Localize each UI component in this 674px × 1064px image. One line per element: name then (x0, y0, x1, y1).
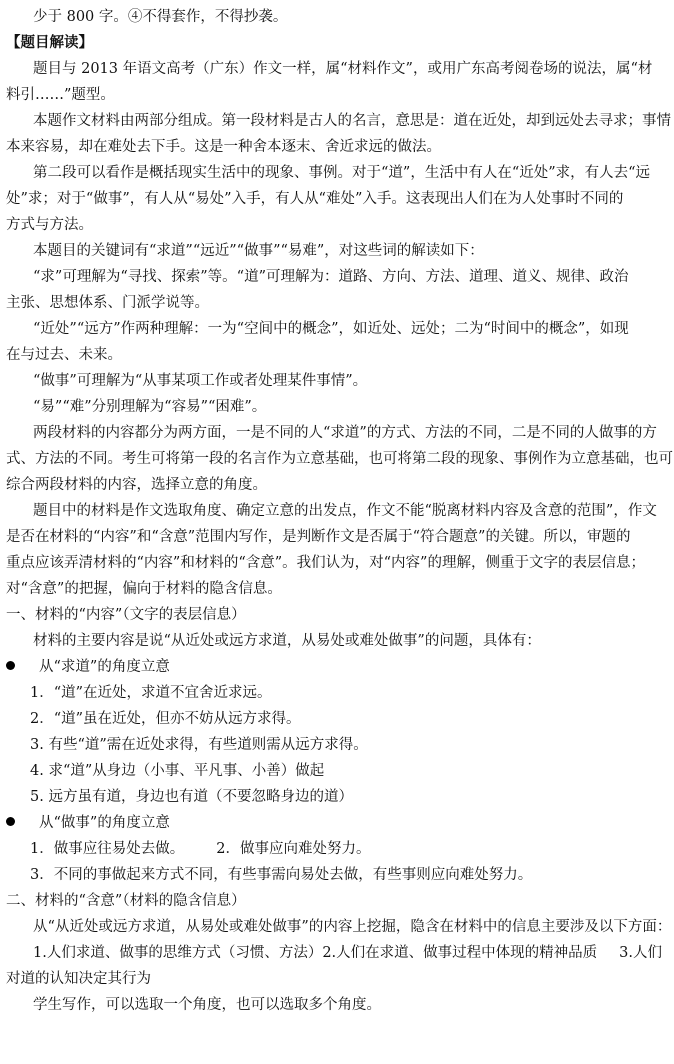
text-line (0, 940, 674, 966)
text-line: 对“含意”的把握，偏向于材料的隐含信息。 (6, 581, 282, 597)
text-line: 从“从近处或远方求道，从易处或难处做事”的内容上挖掘，隐含在材料中的信息主要涉及以下方面： (33, 919, 672, 935)
text-line: 对道的认知决定其行为 (6, 971, 151, 987)
text-line: 两段材料的内容都分为两方面，一是不同的人“求道”的方式、方法的不同，二是不同的人做事的方 (33, 425, 657, 441)
bullet-icon (6, 817, 15, 826)
bullet-item (0, 654, 674, 680)
text-line: 主张、思想体系、门派学说等。 (6, 295, 209, 311)
text-line: 学生写作，可以选取一个角度，也可以选取多个角度。 (33, 997, 381, 1013)
text-line: 本题作文材料由两部分组成。第一段材料是古人的名言，意思是：道在近处，却到远处去寻求；事情 (33, 113, 671, 129)
text-line: 重点应该弄清材料的“内容”和材料的“含意”。我们认为，对“内容”的理解，侧重于文字的表层信息； (6, 555, 645, 571)
text-line: “易”“难”分别理解为“容易”“困难”。 (33, 399, 267, 415)
list-item: 5. 远方虽有道，身边也有道（不要忽略身边的道） (30, 789, 353, 805)
list-item (0, 836, 674, 862)
text-line: 题目与 2013 年语文高考（广东）作文一样，属“材料作文”，或用广东高考阅卷场的说法，属“材 (33, 61, 653, 77)
bullet-label: 从“做事”的角度立意 (39, 815, 170, 831)
text-line: 综合两段材料的内容，选择立意的角度。 (6, 477, 267, 493)
list-item: 1．“道”在近处，求道不宜舍近求远。 (30, 685, 272, 701)
text-line: 在与过去、未来。 (6, 347, 122, 363)
text-line: 少于 800 字。④不得套作，不得抄袭。 (33, 9, 288, 25)
text-line: 题目中的材料是作文选取角度、确定立意的出发点，作文不能“脱离材料内容及含意的范围”，作文 (33, 503, 657, 519)
heading-content: 一、材料的“内容”（文字的表层信息） (6, 607, 246, 623)
text-part: 1.人们求道、做事的思维方式（习惯、方法）2.人们在求道、做事过程中体现的精神品质 (33, 945, 598, 961)
text-line: 料引……”题型。 (6, 87, 115, 103)
list-item: 2．“道”虽在近处，但亦不妨从远方求得。 (30, 711, 301, 727)
text-part: 3.人们 (619, 945, 663, 961)
list-item-part: 1．做事应往易处去做。 (30, 841, 185, 857)
list-item-part: 2．做事应向难处努力。 (216, 841, 371, 857)
text-line: 本题目的关键词有“求道”“远近”“做事”“易难”，对这些词的解读如下： (33, 243, 484, 259)
text-line: 处”求；对于“做事”，有人从“易处”入手，有人从“难处”入手。这表现出人们在为人处事时不同的 (6, 191, 624, 207)
text-line: 本来容易，却在难处去下手。这是一种舍本逐末、舍近求远的做法。 (6, 139, 441, 155)
text-line: “求”可理解为“寻找、探索”等。“道”可理解为：道路、方向、方法、道理、道义、规律、政治 (33, 269, 629, 285)
text-line: “做事”可理解为“从事某项工作或者处理某件事情”。 (33, 373, 368, 389)
bullet-icon (6, 661, 15, 670)
section-title: 【题目解读】 (6, 34, 93, 51)
bullet-label: 从“求道”的角度立意 (39, 659, 170, 675)
text-line: 材料的主要内容是说“从近处或远方求道，从易处或难处做事”的问题，具体有： (33, 633, 541, 649)
text-line: “近处”“远方”作两种理解：一为“空间中的概念”，如近处、远处；二为“时间中的概念”，如现 (33, 321, 629, 337)
text-line: 是否在材料的“内容”和“含意”范围内写作，是判断作文是否属于“符合题意”的关键。所以，审题的 (6, 529, 631, 545)
text-line: 第二段可以看作是概括现实生活中的现象、事例。对于“道”，生活中有人在“近处”求，有人去“远 (33, 165, 651, 181)
list-item: 3．不同的事做起来方式不同，有些事需向易处去做，有些事则应向难处努力。 (30, 867, 533, 883)
text-line: 方式与方法。 (6, 217, 93, 233)
document-page (0, 4, 674, 1018)
text-line: 式、方法的不同。考生可将第一段的名言作为立意基础，也可将第二段的现象、事例作为立意基础，也可 (6, 451, 673, 467)
heading-meaning: 二、材料的“含意”（材料的隐含信息） (6, 893, 246, 909)
list-item: 4. 求“道”从身边（小事、平凡事、小善）做起 (30, 763, 325, 779)
list-item: 3. 有些“道”需在近处求得，有些道则需从远方求得。 (30, 737, 368, 753)
bullet-item (0, 810, 674, 836)
